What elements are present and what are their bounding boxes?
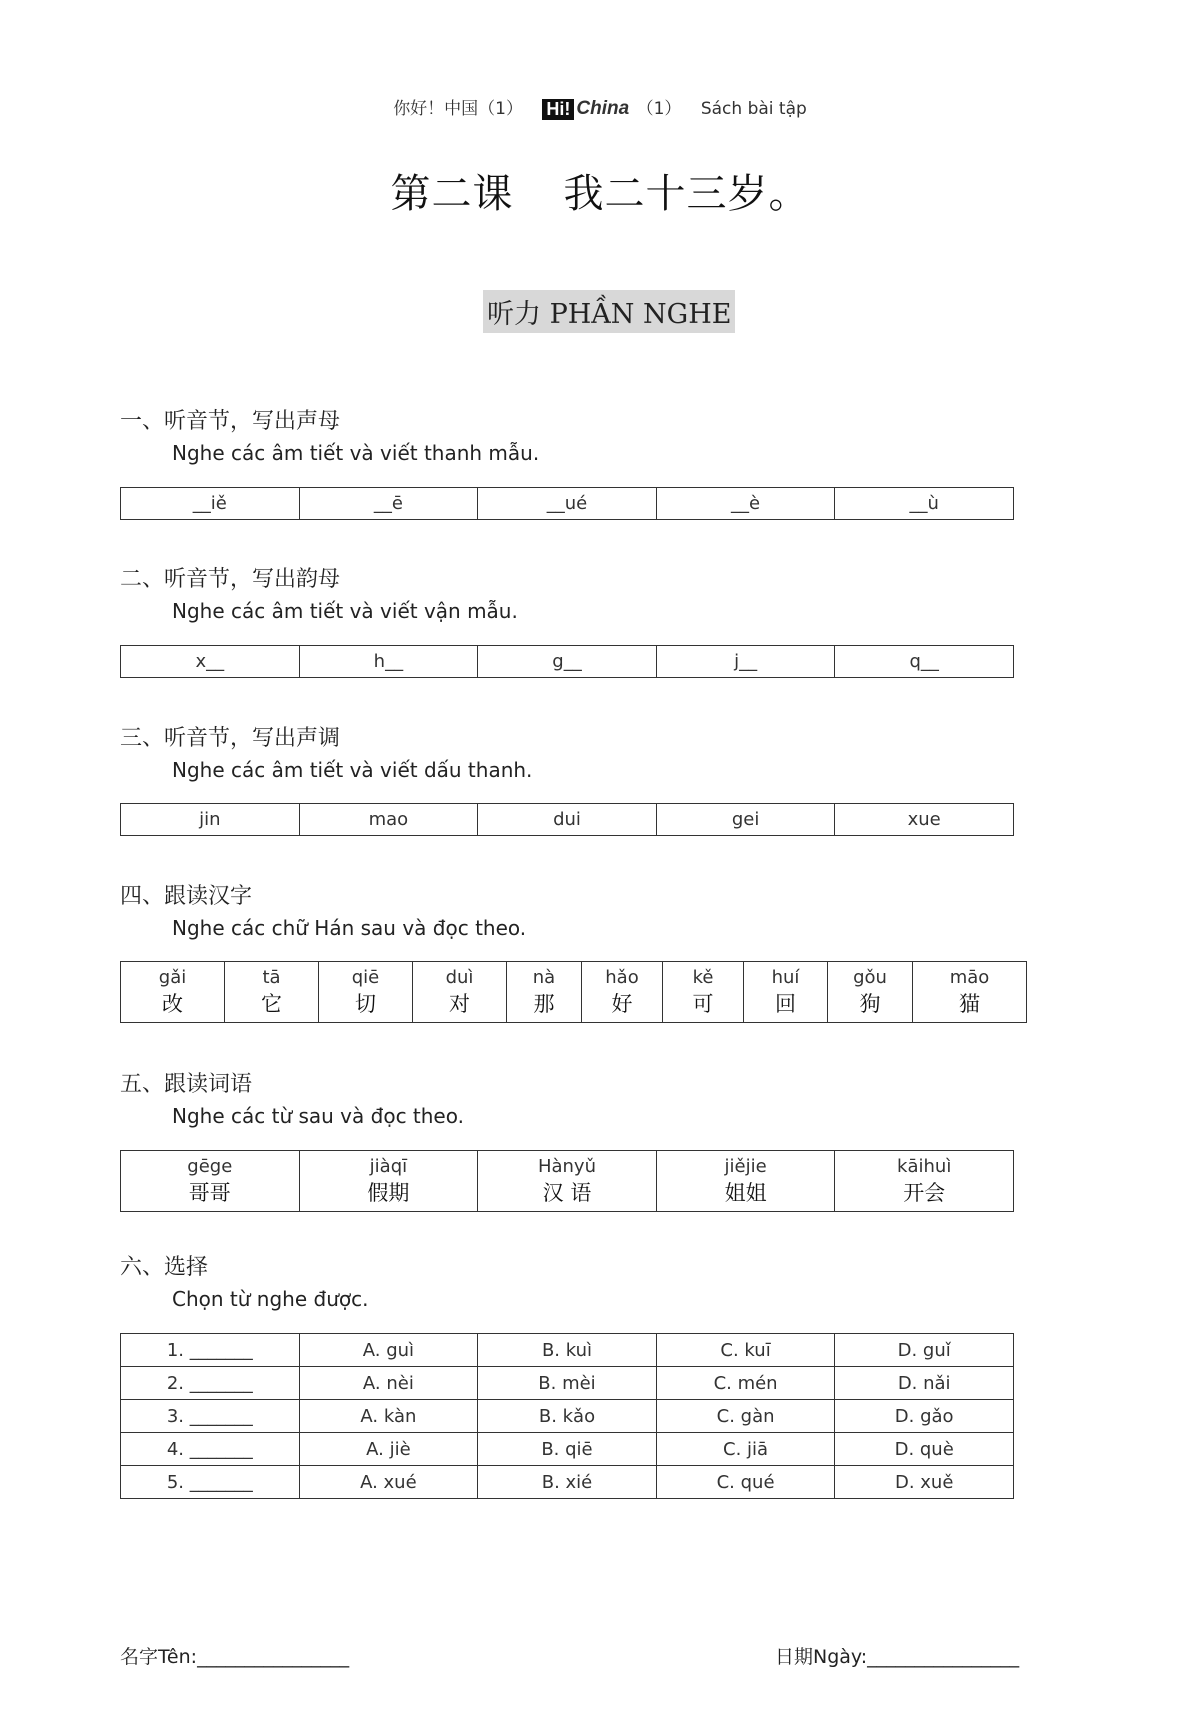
hanzi: 汉 语 xyxy=(542,1181,592,1205)
option-cell[interactable]: C. qué xyxy=(656,1466,835,1499)
pinyin: jiějie xyxy=(724,1156,767,1177)
answer-cell[interactable]: jin xyxy=(121,804,300,836)
section-3-table xyxy=(120,803,1014,836)
answer-cell[interactable]: h__ xyxy=(299,646,478,678)
hanzi: 哥哥 xyxy=(188,1181,231,1205)
section-heading-zh: 六、选择 xyxy=(120,1255,209,1280)
hanzi: 切 xyxy=(355,992,376,1016)
lesson-name: 我二十三岁。 xyxy=(563,171,810,217)
option-cell[interactable]: C. jiā xyxy=(656,1433,835,1466)
answer-cell[interactable]: __iě xyxy=(121,488,300,520)
pinyin: duì xyxy=(445,967,474,988)
option-cell[interactable]: D. què xyxy=(835,1433,1014,1466)
option-cell[interactable]: D. guǐ xyxy=(835,1334,1014,1367)
answer-cell[interactable]: q__ xyxy=(835,646,1014,678)
pinyin: qiē xyxy=(351,967,380,988)
option-cell[interactable]: C. gàn xyxy=(656,1400,835,1433)
date-field[interactable]: 日期Ngày:________________ xyxy=(775,1646,1020,1668)
character-cell xyxy=(744,962,828,1023)
section-heading-vi: Nghe các âm tiết và viết dấu thanh. xyxy=(172,758,533,782)
answer-cell[interactable]: __ē xyxy=(299,488,478,520)
pinyin: gǒu xyxy=(853,967,887,988)
section-2-heading xyxy=(120,562,1020,623)
answer-cell[interactable]: gei xyxy=(656,804,835,836)
lesson-title xyxy=(0,162,1200,219)
word-cell xyxy=(121,1151,300,1212)
answer-cell[interactable]: mao xyxy=(299,804,478,836)
answer-cell[interactable]: __ù xyxy=(835,488,1014,520)
book-header xyxy=(0,94,1200,120)
hi-china-logo-text: China xyxy=(576,98,630,119)
pinyin: gēge xyxy=(187,1156,233,1177)
table-row xyxy=(121,1466,1014,1499)
word-cell xyxy=(478,1151,657,1212)
lesson-number: 第二课 xyxy=(390,171,514,217)
book-level: （1） xyxy=(636,99,682,119)
character-cell xyxy=(663,962,744,1023)
hanzi: 那 xyxy=(533,992,555,1016)
book-title-vi: Sách bài tập xyxy=(700,99,807,119)
pinyin: gǎi xyxy=(158,967,187,988)
question-number[interactable]: 3. _______ xyxy=(121,1400,300,1433)
question-number[interactable]: 2. _______ xyxy=(121,1367,300,1400)
pinyin: kāihuì xyxy=(897,1156,952,1177)
option-cell[interactable]: A. xué xyxy=(299,1466,478,1499)
hanzi: 对 xyxy=(449,992,470,1016)
answer-cell[interactable]: g__ xyxy=(478,646,657,678)
section-3-heading xyxy=(120,721,1020,782)
option-cell[interactable]: B. kuì xyxy=(478,1334,657,1367)
section-heading-zh: 二、听音节，写出韵母 xyxy=(120,567,341,592)
question-number[interactable]: 1. _______ xyxy=(121,1334,300,1367)
question-number[interactable]: 5. _______ xyxy=(121,1466,300,1499)
section-1-table xyxy=(120,487,1014,520)
hanzi: 改 xyxy=(162,992,183,1016)
character-cell xyxy=(319,962,413,1023)
pinyin: huí xyxy=(771,967,800,988)
character-cell xyxy=(828,962,913,1023)
answer-cell[interactable]: xue xyxy=(835,804,1014,836)
option-cell[interactable]: A. guì xyxy=(299,1334,478,1367)
section-heading-vi: Chọn từ nghe được. xyxy=(172,1287,369,1311)
option-cell[interactable]: A. nèi xyxy=(299,1367,478,1400)
answer-cell[interactable]: __ué xyxy=(478,488,657,520)
option-cell[interactable]: B. qiē xyxy=(478,1433,657,1466)
option-cell[interactable]: A. jiè xyxy=(299,1433,478,1466)
section-1-heading xyxy=(120,404,1020,465)
pinyin: jiàqī xyxy=(369,1156,408,1177)
table-row xyxy=(121,1334,1014,1367)
hanzi: 猫 xyxy=(959,992,980,1016)
option-cell[interactable]: C. mén xyxy=(656,1367,835,1400)
option-cell[interactable]: B. kǎo xyxy=(478,1400,657,1433)
option-cell[interactable]: D. nǎi xyxy=(835,1367,1014,1400)
option-cell[interactable]: D. xuě xyxy=(835,1466,1014,1499)
hanzi: 狗 xyxy=(859,992,881,1016)
section-5-heading xyxy=(120,1067,1020,1128)
character-cell xyxy=(121,962,225,1023)
character-cell xyxy=(413,962,507,1023)
option-cell[interactable]: B. xié xyxy=(478,1466,657,1499)
pinyin: hǎo xyxy=(605,967,639,988)
pinyin: Hànyǔ xyxy=(537,1156,596,1177)
answer-cell[interactable]: dui xyxy=(478,804,657,836)
hanzi: 回 xyxy=(775,992,796,1016)
character-cell xyxy=(225,962,319,1023)
answer-cell[interactable]: j__ xyxy=(656,646,835,678)
hanzi: 好 xyxy=(611,992,633,1016)
section-5-table xyxy=(120,1150,1014,1212)
option-cell[interactable]: D. gǎo xyxy=(835,1400,1014,1433)
option-cell[interactable]: B. mèi xyxy=(478,1367,657,1400)
option-cell[interactable]: C. kuī xyxy=(656,1334,835,1367)
pinyin: māo xyxy=(949,967,990,988)
section-heading-zh: 五、跟读词语 xyxy=(120,1072,253,1097)
answer-cell[interactable]: x__ xyxy=(121,646,300,678)
character-cell xyxy=(582,962,663,1023)
section-6-choice-table xyxy=(120,1333,1014,1499)
section-heading-zh: 四、跟读汉字 xyxy=(120,884,253,909)
table-row xyxy=(121,1400,1014,1433)
character-cell xyxy=(913,962,1027,1023)
section-4-table xyxy=(120,961,1027,1023)
hanzi: 姐姐 xyxy=(724,1181,767,1205)
pinyin: nà xyxy=(532,967,556,988)
word-cell xyxy=(835,1151,1014,1212)
book-title-zh: 你好！中国（1） xyxy=(393,99,524,119)
hi-china-logo: Hi! xyxy=(542,99,574,120)
section-heading-vi: Nghe các âm tiết và viết vận mẫu. xyxy=(172,599,518,623)
section-heading-vi: Nghe các từ sau và đọc theo. xyxy=(172,1104,464,1128)
section-heading-zh: 一、听音节，写出声母 xyxy=(120,409,341,434)
section-heading-zh: 三、听音节，写出声调 xyxy=(120,726,341,751)
pinyin: tā xyxy=(262,967,281,988)
pinyin: kě xyxy=(692,967,714,988)
section-2-table xyxy=(120,645,1014,678)
name-field[interactable]: 名字Tên:________________ xyxy=(120,1646,350,1668)
hanzi: 开会 xyxy=(903,1181,946,1205)
table-row xyxy=(121,1367,1014,1400)
hanzi: 可 xyxy=(692,992,714,1016)
hanzi: 假期 xyxy=(367,1181,410,1205)
character-cell xyxy=(507,962,582,1023)
table-row xyxy=(121,1433,1014,1466)
section-6-heading xyxy=(120,1250,1020,1311)
answer-cell[interactable]: __è xyxy=(656,488,835,520)
section-heading-vi: Nghe các âm tiết và viết thanh mẫu. xyxy=(172,441,540,465)
part-title: 听力 PHẦN NGHE xyxy=(483,290,735,333)
question-number[interactable]: 4. _______ xyxy=(121,1433,300,1466)
section-heading-vi: Nghe các chữ Hán sau và đọc theo. xyxy=(172,916,527,940)
hanzi: 它 xyxy=(261,992,282,1016)
option-cell[interactable]: A. kàn xyxy=(299,1400,478,1433)
word-cell xyxy=(656,1151,835,1212)
section-4-heading xyxy=(120,879,1020,940)
word-cell xyxy=(299,1151,478,1212)
